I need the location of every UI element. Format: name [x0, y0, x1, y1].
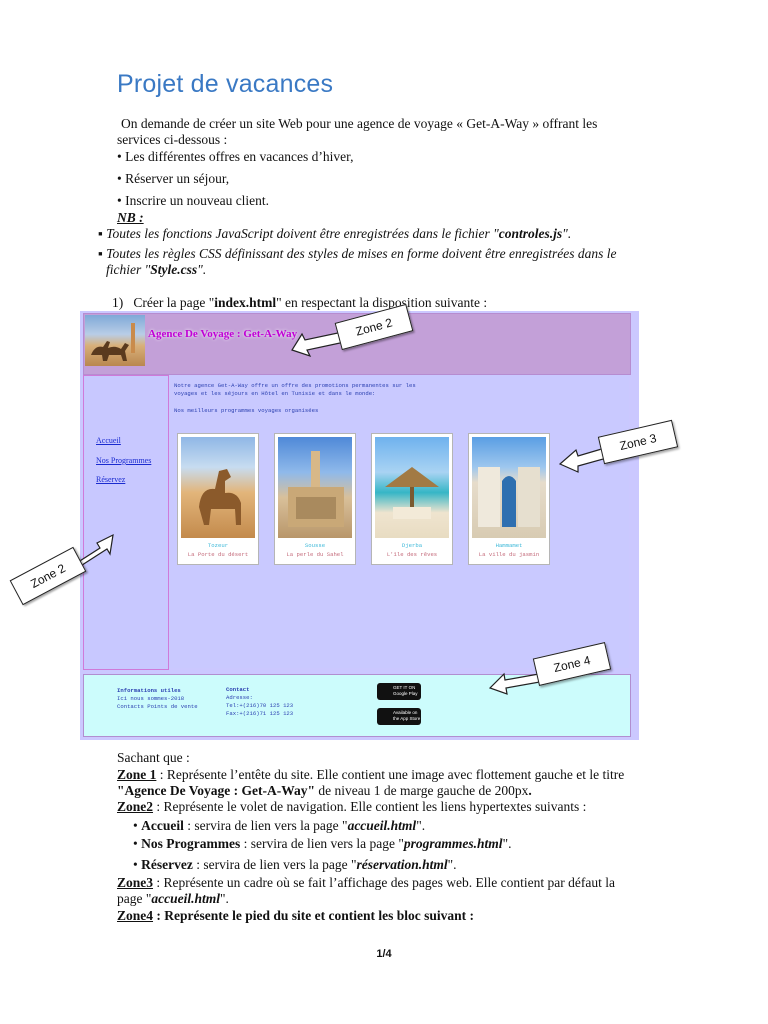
- link-item: • Réservez : servira de lien vers la page "réservation.html".: [133, 857, 457, 872]
- link-file: réservation.html: [356, 857, 448, 872]
- page-number: 1/4: [376, 948, 392, 960]
- zone3-file: accueil.html: [151, 891, 220, 906]
- footer-contact-text: Tel:+(216)70 125 123: [226, 702, 294, 709]
- nb-text: ".: [197, 262, 207, 277]
- zone2-text: : Représente le volet de navigation. Elle contient les liens hypertextes suivants :: [153, 799, 587, 814]
- step-text: Créer la page ": [133, 295, 215, 310]
- nb-text: Toutes les règles CSS définissant des styles de mises en forme doivent être enregistrées dans le: [106, 246, 617, 261]
- service-bullet: • Réserver un séjour,: [117, 171, 230, 186]
- step-text: " en respectant la disposition suivante :: [276, 295, 488, 310]
- footer-contact-title: Contact: [226, 686, 250, 693]
- link-text: : servira de lien vers la page ": [183, 818, 348, 833]
- service-text: Inscrire un nouveau client.: [125, 193, 270, 208]
- nb-file: Style.css: [150, 262, 198, 277]
- zone3-description: [117, 875, 615, 891]
- link-file: programmes.html: [403, 836, 503, 851]
- main-text: Notre agence Get-A-Way offre un offre des promotions permanentes sur les: [174, 382, 416, 389]
- card-title: Djerba: [401, 542, 423, 549]
- card-title: Tozeur: [207, 542, 229, 549]
- card-subtitle: La perle du Sahel: [286, 551, 344, 558]
- footer-contact-text: Adresse:: [226, 694, 253, 701]
- zone1-label: Zone 1: [117, 767, 157, 782]
- nb-text: fichier ": [106, 262, 151, 277]
- footer-info-text: Contacts Points de vente: [117, 703, 198, 710]
- header-title: Agence De Voyage : Get-A-Way: [148, 328, 298, 340]
- nb-text: Toutes les fonctions JavaScript doivent être enregistrées dans le fichier ": [106, 226, 499, 241]
- zone4-callout: Zone 4: [533, 642, 611, 686]
- card-subtitle: L'île des rêves: [386, 551, 438, 558]
- link-end: ".: [416, 818, 426, 833]
- main-text: Nos meilleurs programmes voyages organisées: [174, 407, 319, 414]
- zone2-label: Zone2: [117, 799, 154, 814]
- link-name: Accueil: [141, 818, 184, 833]
- footer-contact-text: Fax:+(216)71 125 123: [226, 710, 294, 717]
- link-end: ".: [447, 857, 457, 872]
- card-title: Sousse: [304, 542, 326, 549]
- zone1-title: "Agence De Voyage : Get-A-Way": [117, 783, 315, 798]
- main-text: voyages et les séjours en Hôtel en Tunisie et dans le monde:: [174, 390, 376, 397]
- link-item: • Accueil : servira de lien vers la page "accueil.html".: [133, 818, 426, 833]
- zone3-text: page ": [117, 891, 152, 906]
- service-text: Les différentes offres en vacances d’hiver,: [125, 149, 354, 164]
- document-title: Projet de vacances: [117, 70, 334, 98]
- nb-text: ".: [562, 226, 572, 241]
- zone2-left-callout: Zone 2: [10, 547, 87, 606]
- footer-info-title: Informations utiles: [117, 687, 181, 694]
- zone2-description: [117, 799, 586, 815]
- card-title: Hammamet: [495, 542, 523, 549]
- card-subtitle: La Porte du désert: [187, 551, 249, 558]
- nb-item-css: ▪ Toutes les règles CSS définissant des styles de mises en forme doivent être enregistrées dans le: [98, 246, 617, 261]
- step-number: 1): [112, 295, 124, 310]
- sachant-que: Sachant que :: [117, 750, 190, 765]
- card-subtitle: La ville du jasmin: [478, 551, 540, 558]
- zone4-description: [117, 908, 474, 924]
- service-bullet: • Les différentes offres en vacances d’hiver,: [117, 149, 354, 164]
- service-bullet: • Inscrire un nouveau client.: [117, 193, 270, 208]
- nav-link-reservez[interactable]: Réservez: [96, 475, 126, 484]
- zone1-text: de niveau 1 de marge gauche de 200px: [314, 783, 529, 798]
- zone3-text: ".: [220, 891, 229, 906]
- app-store-badge[interactable]: Available on the App Store: [377, 708, 421, 725]
- service-text: Réserver un séjour,: [125, 171, 230, 186]
- nb-item-js: ▪ Toutes les fonctions JavaScript doivent être enregistrées dans le fichier "controles.js".: [98, 226, 572, 241]
- link-file: accueil.html: [347, 818, 417, 833]
- zone1-description-cont: [117, 783, 532, 799]
- intro-line-2: services ci-dessous :: [117, 132, 228, 147]
- link-name: Nos Programmes: [141, 836, 241, 851]
- link-end: ".: [502, 836, 512, 851]
- zone2-top-callout: Zone 2: [335, 304, 414, 350]
- zone1-dot: .: [528, 783, 532, 798]
- link-text: : servira de lien vers la page ": [192, 857, 357, 872]
- zone3-label: Zone3: [117, 875, 154, 890]
- zone4-text: : Représente le pied du site et contient les bloc suivant :: [153, 908, 474, 923]
- google-play-badge[interactable]: GET IT ON Google Play: [377, 683, 421, 700]
- nb-file: controles.js: [498, 226, 563, 241]
- zone4-label: Zone4: [117, 908, 154, 923]
- nb-label: NB :: [117, 210, 144, 225]
- zone1-text: : Représente l’entête du site. Elle contient une image avec flottement gauche et le titre: [156, 767, 625, 782]
- step-file: index.html: [214, 295, 277, 310]
- intro-line-1: On demande de créer un site Web pour une agence de voyage « Get-A-Way » offrant les: [121, 116, 598, 131]
- footer-info-text: Ici nous sommes-2018: [117, 695, 185, 702]
- link-text: : servira de lien vers la page ": [240, 836, 404, 851]
- nav-link-accueil[interactable]: Accueil: [96, 436, 121, 445]
- nav-link-programmes[interactable]: Nos Programmes: [96, 456, 152, 465]
- zone3-text: : Représente un cadre où se fait l’affichage des pages web. Elle contient par défaut la: [153, 875, 615, 890]
- link-item: • Nos Programmes : servira de lien vers la page "programmes.html".: [133, 836, 512, 851]
- zone3-description-cont: [117, 891, 229, 907]
- arrow-zone3-icon: [560, 448, 607, 472]
- link-name: Réservez: [141, 857, 193, 872]
- zone1-description: [117, 767, 624, 783]
- zone3-callout: Zone 3: [598, 420, 678, 464]
